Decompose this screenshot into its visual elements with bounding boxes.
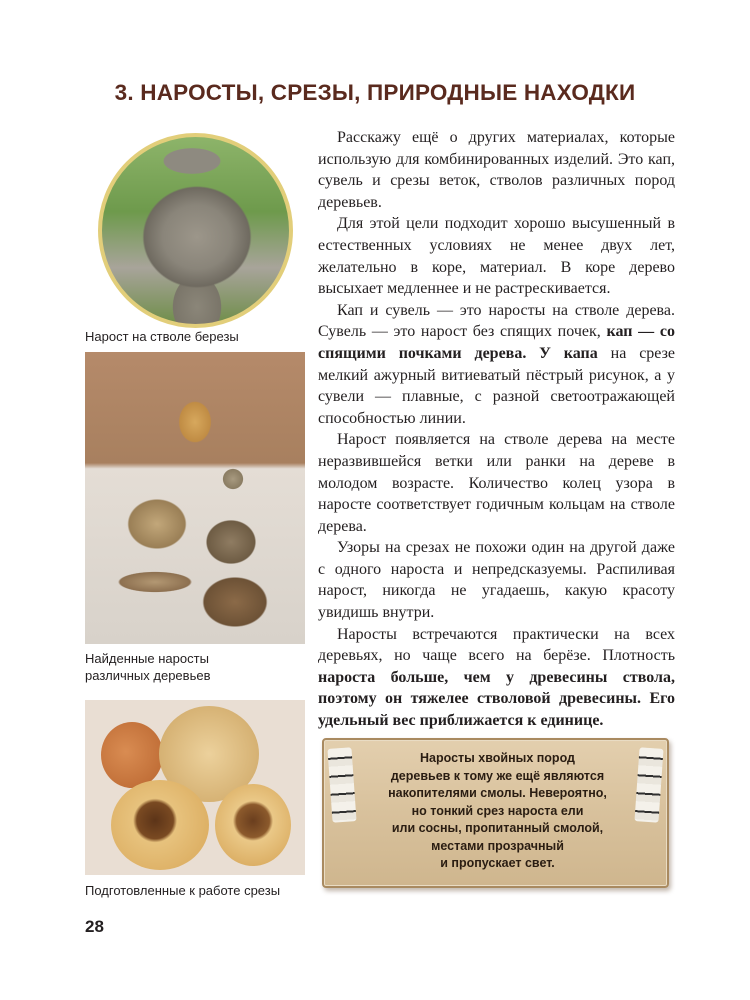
prepared-cuts-photo xyxy=(85,700,305,875)
page-number: 28 xyxy=(85,917,104,936)
note-line: но тонкий срез нароста ели xyxy=(411,803,584,818)
wood-disc xyxy=(101,722,163,788)
note-line: Наросты хвойных пород xyxy=(420,751,575,765)
body-text xyxy=(318,127,675,732)
paragraph-3-start: Кап и сувель — это наросты на стволе дерева. Сувель — это нарост без спящих почек, xyxy=(318,301,675,341)
resin-note-box xyxy=(322,738,669,888)
found-burls-photo xyxy=(85,352,305,644)
note-line: и пропускает свет. xyxy=(440,856,555,870)
resin-note-text xyxy=(364,750,631,873)
found-burls-caption-line1: Найденные наросты xyxy=(85,651,209,666)
paragraph-6 xyxy=(318,624,675,732)
wood-disc xyxy=(215,784,291,866)
paragraph-3 xyxy=(318,300,675,430)
paragraph-3-bold: кап — со спящими почками дерева. У капа xyxy=(318,323,675,362)
wood-disc xyxy=(111,780,209,870)
paragraph-3-end: на срезе мелкий ажурный витиеватый пёстрый рисунок, а у сувели — плавные, с разной светоотражающей способностью линии. xyxy=(318,344,676,427)
birch-bark-decoration xyxy=(634,747,663,822)
paragraph-1: Расскажу ещё о других материалах, которые использую для комбинированных изделий. Это кап, сувель и срезы веток, стволов различных пород деревьев. xyxy=(318,129,675,211)
birch-bark-decoration xyxy=(327,747,356,822)
birch-burl-caption: Нарост на стволе березы xyxy=(85,329,239,344)
paragraph-6-start: Наросты встречаются практически на всех деревьях, но чаще всего на берёзе. Плотность xyxy=(318,625,675,665)
note-line: накопителями смолы. Невероятно, xyxy=(388,786,607,800)
paragraph-6-bold: нароста больше, чем у древесины ствола, поэтому он тяжелее стволовой древесины. Его удельный вес приближается к единице. xyxy=(318,668,675,730)
note-line: или сосны, пропитанный смолой, xyxy=(391,821,604,835)
chapter-title: 3. НАРОСТЫ, СРЕЗЫ, ПРИРОДНЫЕ НАХОДКИ xyxy=(114,80,636,105)
paragraph-5: Узоры на срезах не похожи один на другой даже с одного нароста и непредсказуемы. Распиливая нарост, никогда не угадаешь, какую красоту увидишь внутри. xyxy=(318,539,675,622)
birch-burl-photo xyxy=(98,133,293,328)
note-line: деревьев к тому же ещё являются xyxy=(390,768,605,783)
note-line: местами прозрачный xyxy=(431,838,564,853)
paragraph-2: Для этой цели подходит хорошо высушенный в естественных условиях не менее двух лет, желательно в коре, материал. В коре дерево высыхает медленнее и не растрескивается. xyxy=(318,215,675,298)
found-burls-caption-line2: различных деревьев xyxy=(85,668,211,683)
prepared-cuts-caption: Подготовленные к работе срезы xyxy=(85,883,281,898)
found-burls-caption xyxy=(85,650,265,684)
paragraph-4: Нарост появляется на стволе дерева на месте неразвившейся ветки или ранки на дереве в молодом возрасте. Количество колец узора в наросте соответствует годичным кольцам на стволе дерева. xyxy=(318,431,675,535)
